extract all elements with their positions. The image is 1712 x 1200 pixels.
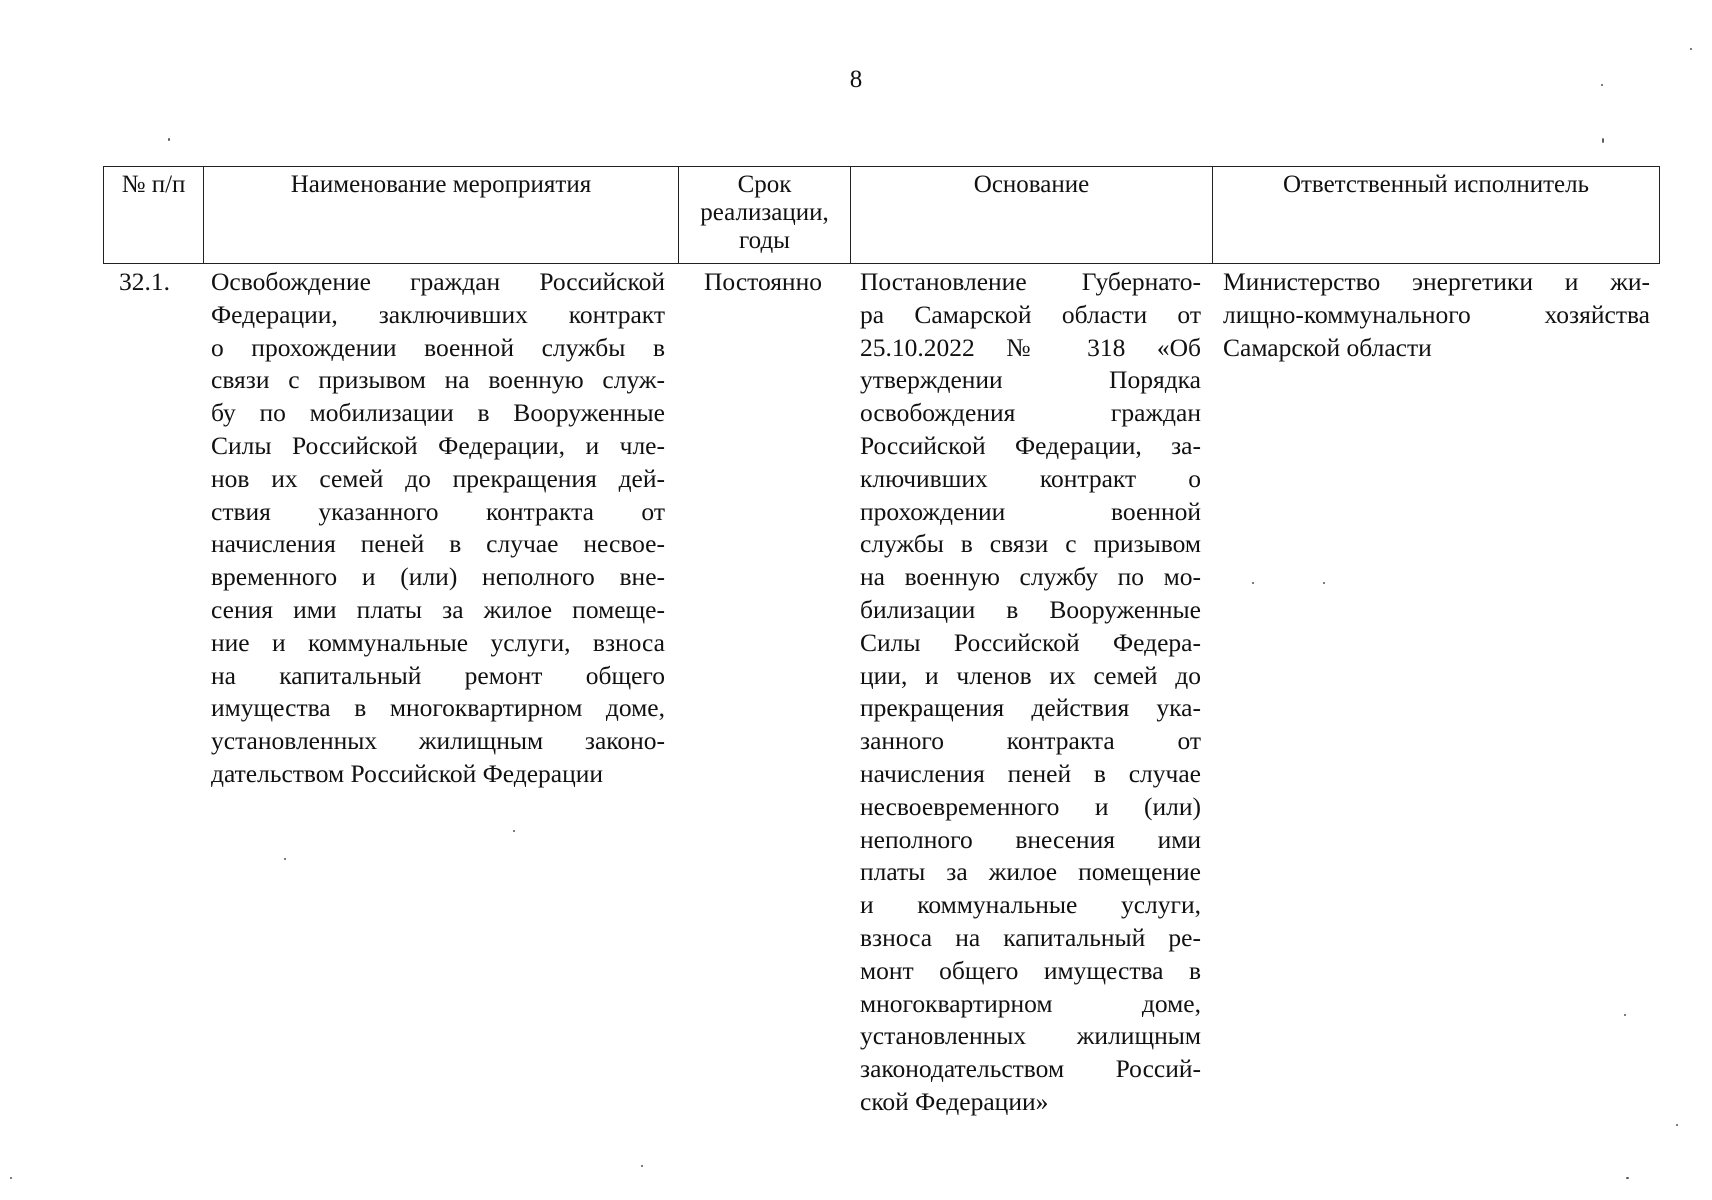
basis-line: занного контракта от bbox=[860, 726, 1201, 756]
header-number: № п/п bbox=[121, 171, 186, 198]
basis-line: ключивших контракт о bbox=[860, 463, 1201, 493]
table-header-row bbox=[103, 166, 1660, 264]
basis-line: ра Самарской области от bbox=[860, 299, 1201, 329]
responsible-cell bbox=[1211, 266, 1660, 1119]
measure-name-cell bbox=[202, 266, 677, 1119]
basis-line: службы в связи с призывом bbox=[860, 529, 1201, 559]
basis-line: и коммунальные услуги, bbox=[860, 890, 1201, 920]
header-term: Срок реализации, годы bbox=[678, 167, 850, 263]
basis-line: ции, и членов их семей до bbox=[860, 660, 1201, 690]
measure-name-line: нов их семей до прекращения дей- bbox=[211, 463, 665, 493]
measure-name-line: начисления пеней в случае несвое- bbox=[211, 529, 665, 559]
basis-line: утверждении Порядка bbox=[860, 365, 1201, 395]
scan-speck bbox=[513, 830, 515, 832]
basis-line: установленных жилищным bbox=[860, 1021, 1201, 1051]
header-measure-name: Наименование мероприятия bbox=[203, 167, 678, 263]
row-number: 32.1. bbox=[119, 267, 170, 296]
measure-name-line: Федерации, заключивших контракт bbox=[211, 299, 665, 329]
scan-speck bbox=[1252, 582, 1254, 584]
scan-speck bbox=[1626, 1177, 1629, 1179]
measures-table bbox=[103, 166, 1660, 1119]
measure-name-line: ствия указанного контракта от bbox=[211, 496, 665, 526]
measure-name-line: установленных жилищным законо- bbox=[211, 726, 665, 756]
measure-name-line: Силы Российской Федерации, и чле- bbox=[211, 430, 665, 460]
basis-line: прохождении военной bbox=[860, 496, 1201, 526]
basis-line: Силы Российской Федера- bbox=[860, 627, 1201, 657]
measure-name-line: Освобождение граждан Российской bbox=[211, 267, 665, 296]
page-number: 8 bbox=[849, 66, 863, 93]
basis-line: несвоевременного и (или) bbox=[860, 791, 1201, 821]
basis-line: начисления пеней в случае bbox=[860, 758, 1201, 788]
scan-speck bbox=[1601, 84, 1603, 86]
basis-line: взноса на капитальный ре- bbox=[860, 922, 1201, 952]
scan-speck bbox=[10, 1177, 12, 1179]
measure-name-line: сения ими платы за жилое помеще- bbox=[211, 594, 665, 624]
responsible-line: Министерство энергетики и жи- bbox=[1223, 267, 1650, 296]
basis-line: Российской Федерации, за- bbox=[860, 430, 1201, 460]
measure-name-line: связи с призывом на военную служ- bbox=[211, 365, 665, 395]
scan-speck bbox=[1602, 138, 1604, 143]
basis-line: освобождения граждан bbox=[860, 398, 1201, 428]
basis-line: билизации в Вооруженные bbox=[860, 594, 1201, 624]
basis-line: 25.10.2022 № 318 «Об bbox=[860, 332, 1201, 362]
measure-name-line: дательством Российской Федерации bbox=[211, 758, 604, 788]
basis-line: неполного внесения ими bbox=[860, 824, 1201, 854]
header-basis: Основание bbox=[850, 167, 1212, 263]
basis-line: многоквартирном доме, bbox=[860, 988, 1201, 1018]
measure-name-line: имущества в многоквартирном доме, bbox=[211, 693, 665, 723]
scan-speck bbox=[1690, 48, 1692, 50]
responsible-line: лищно-коммунального хозяйства bbox=[1223, 299, 1650, 329]
scan-speck bbox=[168, 138, 170, 141]
basis-line: Постановление Губернато- bbox=[860, 267, 1201, 296]
basis-line: платы за жилое помещение bbox=[860, 857, 1201, 887]
table-row bbox=[103, 266, 1660, 1119]
basis-line: законодательством Россий- bbox=[860, 1054, 1201, 1084]
basis-line: ской Федерации» bbox=[860, 1086, 1049, 1116]
scan-speck bbox=[1323, 582, 1325, 584]
measure-name-line: временного и (или) неполного вне- bbox=[211, 562, 665, 592]
basis-line: прекращения действия ука- bbox=[860, 693, 1201, 723]
scan-speck bbox=[284, 858, 286, 860]
header-responsible: Ответственный исполнитель bbox=[1212, 167, 1659, 263]
scan-speck bbox=[1624, 1014, 1626, 1016]
term-cell: Постоянно bbox=[704, 267, 822, 296]
scan-speck bbox=[641, 1165, 643, 1167]
basis-line: монт общего имущества в bbox=[860, 955, 1201, 985]
responsible-line: Самарской области bbox=[1223, 332, 1432, 362]
measure-name-line: ние и коммунальные услуги, взноса bbox=[211, 627, 665, 657]
measure-name-line: о прохождении военной службы в bbox=[211, 332, 665, 362]
measure-name-line: на капитальный ремонт общего bbox=[211, 660, 665, 690]
scan-speck bbox=[1676, 1124, 1678, 1126]
basis-cell bbox=[849, 266, 1211, 1119]
measure-name-line: бу по мобилизации в Вооруженные bbox=[211, 398, 665, 428]
basis-line: на военную службу по мо- bbox=[860, 562, 1201, 592]
